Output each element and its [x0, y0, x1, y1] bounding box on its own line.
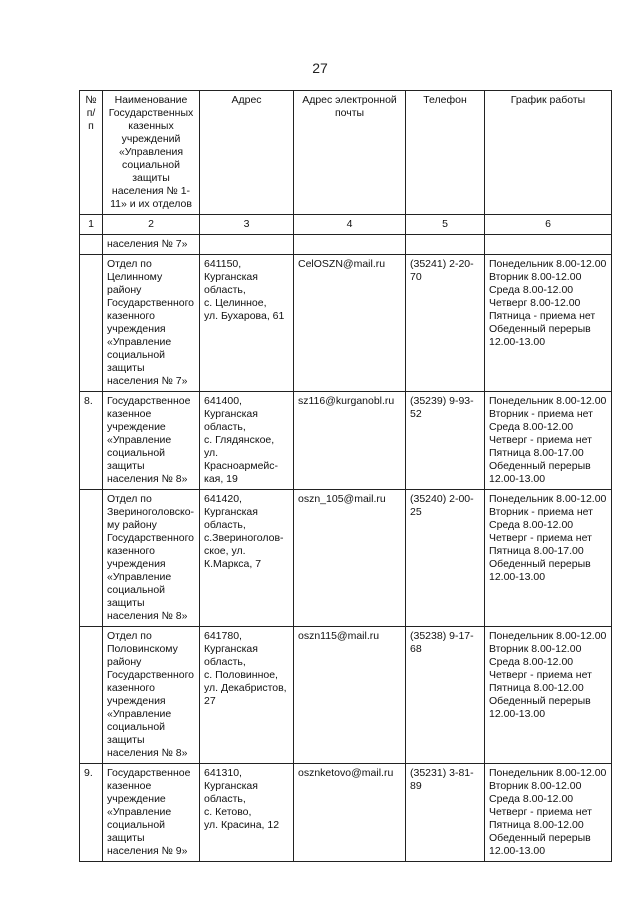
institutions-table — [79, 90, 612, 862]
header-schedule: График работы — [485, 91, 612, 215]
institution-name: Государственное казенное учреждение «Управление социальной защиты населения № 8» — [103, 392, 200, 490]
address-cell: 641400, Курганская область, с. Глядянское, ул. Красноармейс-кая, 19 — [200, 392, 294, 490]
header-row — [80, 91, 612, 215]
header-name: Наименование Государственных казенных учреждений «Управления социальной защиты населения № 1-11» и их отделов — [103, 91, 200, 215]
schedule-cell: Понедельник 8.00-12.00 Вторник - приема нет Среда 8.00-12.00 Четверг - приема нет Пятница 8.00-17.00 Обеденный перерыв 12.00-13.00 — [485, 490, 612, 627]
row-number — [80, 235, 103, 255]
column-index: 3 — [200, 215, 294, 235]
address-cell — [200, 235, 294, 255]
column-index: 1 — [80, 215, 103, 235]
page-number: 27 — [312, 60, 328, 76]
table-row — [80, 764, 612, 862]
table-row — [80, 490, 612, 627]
email-cell — [294, 235, 406, 255]
header-phone: Телефон — [406, 91, 485, 215]
email-cell: oszn115@mail.ru — [294, 627, 406, 764]
address-cell: 641780, Курганская область, с. Половинное, ул. Декабристов, 27 — [200, 627, 294, 764]
header-num: № п/п — [80, 91, 103, 215]
email-cell: sz116@kurganobl.ru — [294, 392, 406, 490]
phone-cell: (35239) 9-93-52 — [406, 392, 485, 490]
email-cell: CelOSZN@mail.ru — [294, 255, 406, 392]
schedule-cell: Понедельник 8.00-12.00 Вторник 8.00-12.00 Среда 8.00-12.00 Четверг - приема нет Пятница 8.00-12.00 Обеденный перерыв 12.00-13.00 — [485, 764, 612, 862]
row-number — [80, 490, 103, 627]
table-row — [80, 235, 612, 255]
row-number: 9. — [80, 764, 103, 862]
column-index-row — [80, 215, 612, 235]
institution-name: Отдел по Целинному району Государственного казенного учреждения «Управление социальной защиты населения № 7» — [103, 255, 200, 392]
phone-cell: (35240) 2-00-25 — [406, 490, 485, 627]
phone-cell: (35231) 3-81-89 — [406, 764, 485, 862]
row-number — [80, 627, 103, 764]
phone-cell — [406, 235, 485, 255]
institution-name: Государственное казенное учреждение «Управление социальной защиты населения № 9» — [103, 764, 200, 862]
email-cell: osznketovo@mail.ru — [294, 764, 406, 862]
address-cell: 641150, Курганская область, с. Целинное, ул. Бухарова, 61 — [200, 255, 294, 392]
schedule-cell: Понедельник 8.00-12.00 Вторник 8.00-12.00 Среда 8.00-12.00 Четверг - приема нет Пятница 8.00-12.00 Обеденный перерыв 12.00-13.00 — [485, 627, 612, 764]
column-index: 5 — [406, 215, 485, 235]
header-email: Адрес электронной почты — [294, 91, 406, 215]
institution-name: населения № 7» — [103, 235, 200, 255]
institution-name: Отдел по Половинскому району Государственного казенного учреждения «Управление социальной защиты населения № 8» — [103, 627, 200, 764]
table-row — [80, 255, 612, 392]
table-row — [80, 627, 612, 764]
schedule-cell — [485, 235, 612, 255]
institution-name: Отдел по Звериноголовско-му району Государственного казенного учреждения «Управление социальной защиты населения № 8» — [103, 490, 200, 627]
row-number: 8. — [80, 392, 103, 490]
phone-cell: (35241) 2-20-70 — [406, 255, 485, 392]
address-cell: 641420, Курганская область, с.Звериноголов-ское, ул. К.Маркса, 7 — [200, 490, 294, 627]
column-index: 2 — [103, 215, 200, 235]
column-index: 6 — [485, 215, 612, 235]
schedule-cell: Понедельник 8.00-12.00 Вторник 8.00-12.00 Среда 8.00-12.00 Четверг 8.00-12.00 Пятница - приема нет Обеденный перерыв 12.00-13.00 — [485, 255, 612, 392]
schedule-cell: Понедельник 8.00-12.00 Вторник - приема нет Среда 8.00-12.00 Четверг - приема нет Пятница 8.00-17.00 Обеденный перерыв 12.00-13.00 — [485, 392, 612, 490]
header-address: Адрес — [200, 91, 294, 215]
address-cell: 641310, Курганская область, с. Кетово, ул. Красина, 12 — [200, 764, 294, 862]
table-row — [80, 392, 612, 490]
phone-cell: (35238) 9-17-68 — [406, 627, 485, 764]
row-number — [80, 255, 103, 392]
email-cell: oszn_105@mail.ru — [294, 490, 406, 627]
column-index: 4 — [294, 215, 406, 235]
